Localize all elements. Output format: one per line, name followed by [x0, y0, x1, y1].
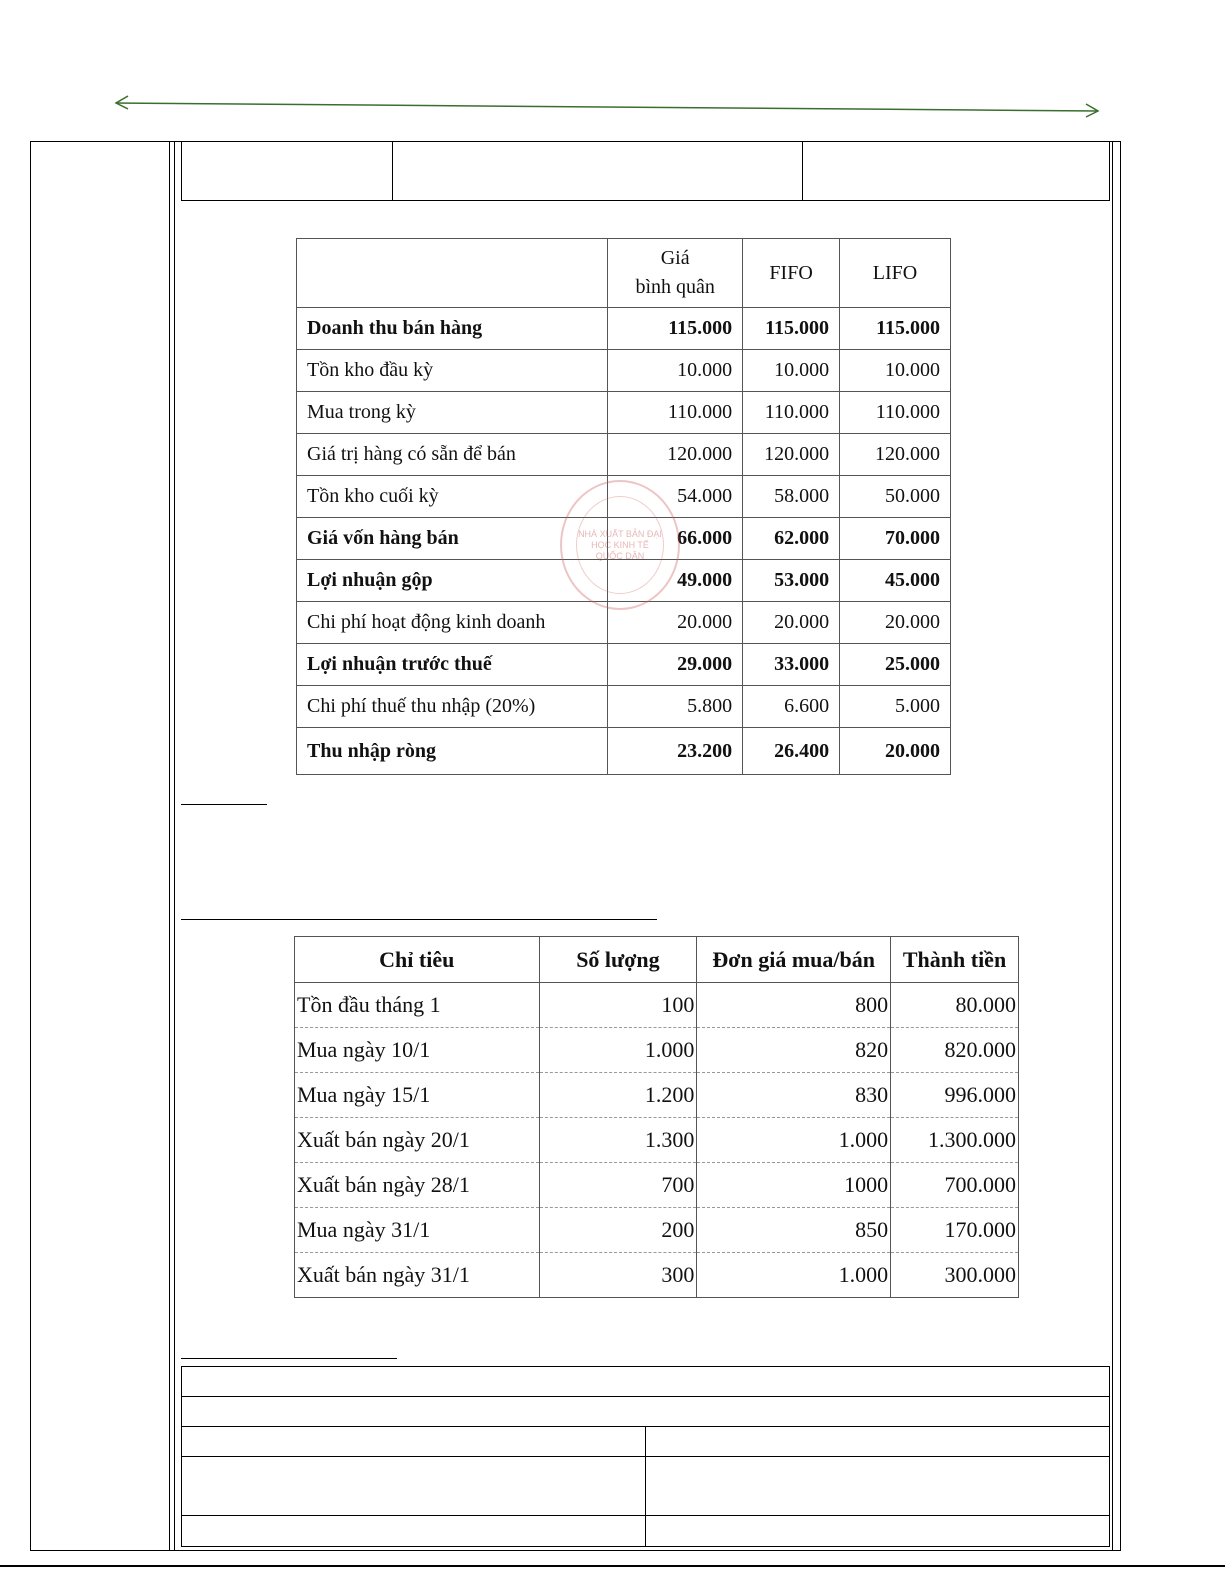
lifo-value: 115.000: [840, 308, 951, 350]
lifo-value: 25.000: [840, 644, 951, 686]
table-row: [295, 1208, 1019, 1253]
lifo-value: 20.000: [840, 728, 951, 775]
lifo-value: 110.000: [840, 392, 951, 434]
row-label: Giá vốn hàng bán: [297, 518, 608, 560]
row-label: Chi phí thuế thu nhập (20%): [297, 686, 608, 728]
row-label: Giá trị hàng có sẵn để bán: [297, 434, 608, 476]
right-frame-line: [1112, 141, 1113, 1551]
header-unit-price: Đơn giá mua/bán: [697, 937, 891, 983]
fifo-value: 10.000: [743, 350, 840, 392]
quantity-value: 1.200: [539, 1073, 697, 1118]
amount-value: 700.000: [891, 1163, 1019, 1208]
item-label: Tồn đầu tháng 1: [295, 983, 540, 1028]
table-row: [295, 1073, 1019, 1118]
fifo-value: 33.000: [743, 644, 840, 686]
header-fifo: FIFO: [743, 239, 840, 308]
fifo-value: 26.400: [743, 728, 840, 775]
avg-value: 110.000: [608, 392, 743, 434]
lifo-value: 70.000: [840, 518, 951, 560]
table-row: [297, 728, 951, 775]
empty-cell: [803, 141, 1109, 200]
lifo-value: 5.000: [840, 686, 951, 728]
quantity-value: 300: [539, 1253, 697, 1298]
empty-cell: [182, 141, 393, 200]
table-row: [297, 644, 951, 686]
price-value: 1.000: [697, 1253, 891, 1298]
fifo-value: 62.000: [743, 518, 840, 560]
table-row: [295, 1118, 1019, 1163]
table-header-row: [295, 937, 1019, 983]
amount-value: 300.000: [891, 1253, 1019, 1298]
item-label: Mua ngày 15/1: [295, 1073, 540, 1118]
amount-value: 1.300.000: [891, 1118, 1019, 1163]
quantity-value: 700: [539, 1163, 697, 1208]
margin-column-divider: [169, 141, 175, 1551]
price-value: 1.000: [697, 1118, 891, 1163]
table-row: [295, 1253, 1019, 1298]
empty-grid-row: [181, 1397, 1110, 1427]
underline-rule: [181, 919, 657, 920]
avg-value: 20.000: [608, 602, 743, 644]
table-header-row: [297, 239, 951, 308]
underline-rule: [181, 1358, 397, 1359]
width-arrow: [110, 95, 1105, 120]
avg-value: 29.000: [608, 644, 743, 686]
header-lifo: LIFO: [840, 239, 951, 308]
row-label: Lợi nhuận gộp: [297, 560, 608, 602]
table-row: [297, 392, 951, 434]
fifo-value: 110.000: [743, 392, 840, 434]
empty-grid-row: [181, 1516, 1110, 1547]
quantity-value: 200: [539, 1208, 697, 1253]
fifo-value: 58.000: [743, 476, 840, 518]
avg-value: 49.000: [608, 560, 743, 602]
table-row: [297, 350, 951, 392]
amount-value: 820.000: [891, 1028, 1019, 1073]
table-row: [297, 686, 951, 728]
item-label: Xuất bán ngày 20/1: [295, 1118, 540, 1163]
lifo-value: 45.000: [840, 560, 951, 602]
price-value: 830: [697, 1073, 891, 1118]
avg-value: 23.200: [608, 728, 743, 775]
lifo-value: 120.000: [840, 434, 951, 476]
item-label: Xuất bán ngày 28/1: [295, 1163, 540, 1208]
header-amount: Thành tiền: [891, 937, 1019, 983]
price-value: 1000: [697, 1163, 891, 1208]
avg-value: 10.000: [608, 350, 743, 392]
header-quantity: Số lượng: [539, 937, 697, 983]
fifo-value: 6.600: [743, 686, 840, 728]
table-row: [295, 1028, 1019, 1073]
price-value: 820: [697, 1028, 891, 1073]
row-label: Tồn kho cuối kỳ: [297, 476, 608, 518]
fifo-value: 115.000: [743, 308, 840, 350]
quantity-value: 1.300: [539, 1118, 697, 1163]
row-label: Mua trong kỳ: [297, 392, 608, 434]
empty-grid-row: [181, 1457, 1110, 1516]
avg-value: 54.000: [608, 476, 743, 518]
amount-value: 170.000: [891, 1208, 1019, 1253]
amount-value: 80.000: [891, 983, 1019, 1028]
fifo-value: 20.000: [743, 602, 840, 644]
row-label: Chi phí hoạt động kinh doanh: [297, 602, 608, 644]
price-value: 800: [697, 983, 891, 1028]
table-row: [295, 983, 1019, 1028]
table-row: [297, 308, 951, 350]
inventory-transactions-table: [294, 936, 1019, 1298]
item-label: Xuất bán ngày 31/1: [295, 1253, 540, 1298]
lifo-value: 10.000: [840, 350, 951, 392]
lifo-value: 20.000: [840, 602, 951, 644]
row-label: Lợi nhuận trước thuế: [297, 644, 608, 686]
empty-cell: [393, 141, 803, 200]
empty-grid-row: [181, 1366, 1110, 1397]
fifo-value: 120.000: [743, 434, 840, 476]
empty-grid-row: [181, 1427, 1110, 1457]
row-label: Thu nhập ròng: [297, 728, 608, 775]
avg-value: 120.000: [608, 434, 743, 476]
avg-value: 115.000: [608, 308, 743, 350]
publisher-stamp-text: NHÀ XUẤT BẢN ĐẠI HỌC KINH TẾ QUỐC DÂN: [576, 496, 664, 594]
quantity-value: 1.000: [539, 1028, 697, 1073]
table-row: [295, 1163, 1019, 1208]
header-item: Chỉ tiêu: [295, 937, 540, 983]
page-bottom-rule: [0, 1565, 1225, 1567]
fifo-value: 53.000: [743, 560, 840, 602]
table-row: [297, 434, 951, 476]
item-label: Mua ngày 10/1: [295, 1028, 540, 1073]
quantity-value: 100: [539, 983, 697, 1028]
empty-header-table: [181, 141, 1110, 201]
lifo-value: 50.000: [840, 476, 951, 518]
header-blank: [297, 239, 608, 308]
header-average-cost: Giá bình quân: [608, 239, 743, 308]
row-label: Doanh thu bán hàng: [297, 308, 608, 350]
avg-value: 5.800: [608, 686, 743, 728]
avg-value: 66.000: [608, 518, 743, 560]
row-label: Tồn kho đầu kỳ: [297, 350, 608, 392]
amount-value: 996.000: [891, 1073, 1019, 1118]
item-label: Mua ngày 31/1: [295, 1208, 540, 1253]
price-value: 850: [697, 1208, 891, 1253]
underline-rule: [181, 804, 267, 805]
